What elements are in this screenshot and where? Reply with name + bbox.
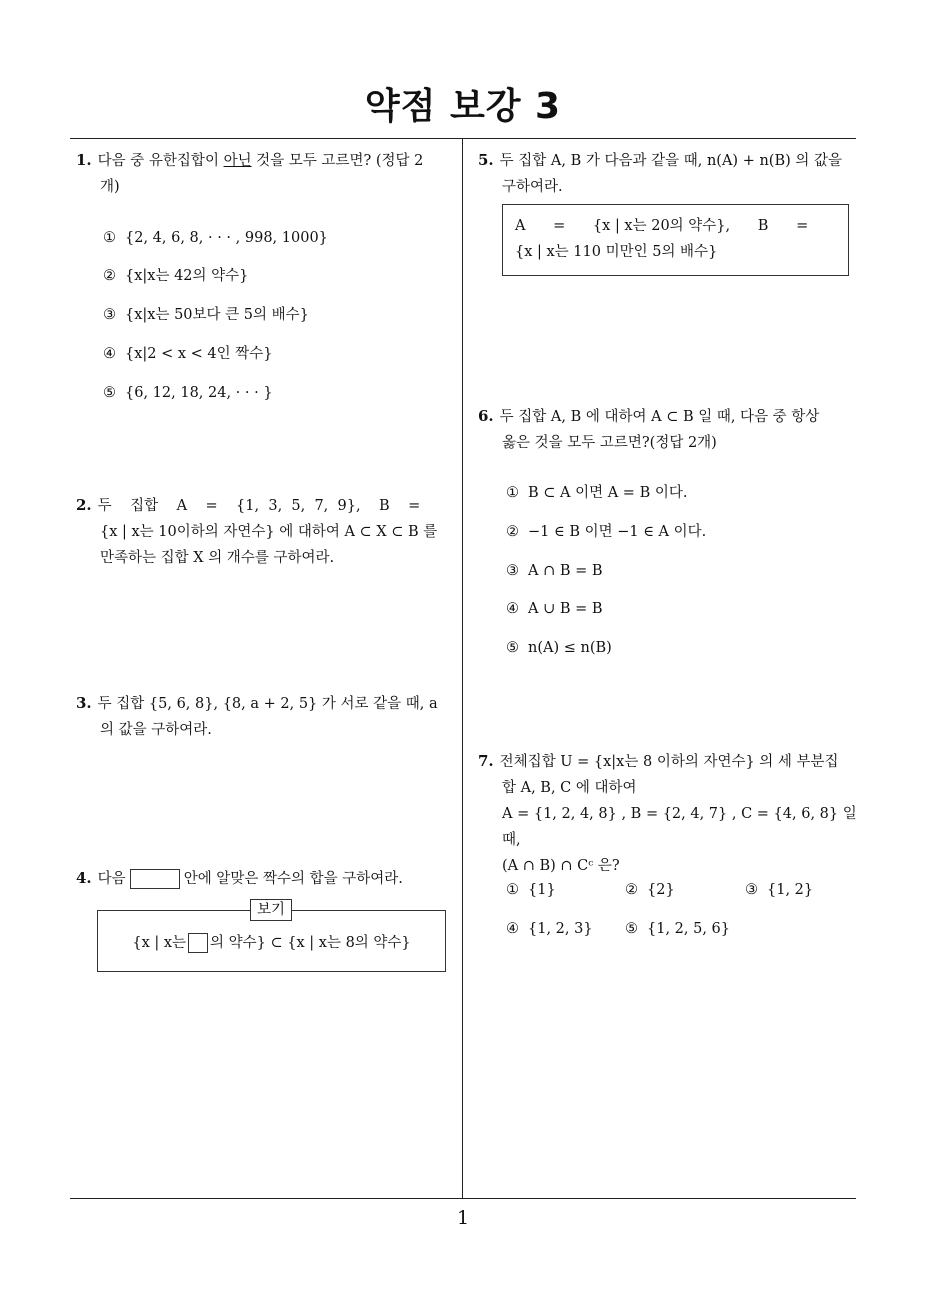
question-1-text-c: 개) (100, 179, 120, 195)
option-mark: ③ (506, 563, 519, 579)
bogi-box (97, 902, 446, 972)
option-mark: ⑤ (625, 921, 638, 937)
question-5-number: 5. (478, 151, 494, 169)
bogi-content (98, 931, 445, 955)
question-5-line-1: 두 집합 A, B 가 다음과 같을 때, n(A) + n(B) 의 값을 (499, 153, 842, 169)
question-1-text-b: 것을 모두 고르면? (정답 2 (251, 153, 424, 169)
option-text: B ⊂ A 이면 A = B 이다. (528, 485, 688, 501)
question-7-line-4: (A ∩ B) ∩ Cᶜ 은? (502, 858, 620, 874)
question-5 (478, 147, 860, 200)
option-text: {1, 2, 5, 6} (647, 921, 731, 937)
option-text: {2, 4, 6, 8, · · · , 998, 1000} (125, 230, 328, 246)
question-2-line-3: 만족하는 집합 X 의 개수를 구하여라. (100, 550, 335, 566)
question-4-text-b: 안에 알맞은 짝수의 합을 구하여라. (183, 871, 403, 887)
question-7 (478, 748, 860, 879)
question-4 (76, 865, 456, 892)
option-mark: ⑤ (506, 640, 519, 656)
bogi-text-b: 의 약수} ⊂ {x | x는 8의 약수} (210, 935, 411, 951)
option-text: −1 ∈ B 이면 −1 ∈ A 이다. (528, 524, 707, 540)
bogi-blank-box (188, 933, 208, 953)
option-mark: ① (506, 882, 519, 898)
question-6-line-2: 옳은 것을 모두 고르면?(정답 2개) (502, 435, 717, 451)
option-mark: ② (103, 268, 116, 284)
question-6-number: 6. (478, 407, 494, 425)
q6-option-4[interactable] (506, 599, 603, 619)
q7-option-4[interactable] (506, 919, 593, 939)
question-3 (76, 690, 456, 743)
question-4-text-a: 다음 (97, 871, 126, 887)
question-6-line-1: 두 집합 A, B 에 대하여 A ⊂ B 일 때, 다음 중 항상 (499, 409, 820, 425)
question-4-number: 4. (76, 869, 92, 887)
q7-option-3[interactable] (745, 880, 813, 900)
q7-option-5[interactable] (625, 919, 730, 939)
bogi-label: 보기 (250, 899, 292, 921)
question-7-line-3: A = {1, 2, 4, 8} , B = {2, 4, 7} , C = {4, 6, 8} 일 때, (502, 806, 857, 848)
q7-option-2[interactable] (625, 880, 675, 900)
option-text: {x|x는 42의 약수} (125, 268, 249, 284)
q7-option-1[interactable] (506, 880, 556, 900)
question-7-number: 7. (478, 752, 494, 770)
option-mark: ④ (506, 601, 519, 617)
q6-option-1[interactable] (506, 483, 687, 503)
question-6 (478, 403, 860, 456)
page-title: 약점 보강 3 (364, 86, 562, 127)
q1-option-4[interactable] (103, 344, 273, 364)
option-mark: ③ (103, 307, 116, 323)
q1-option-5[interactable] (103, 383, 273, 403)
bogi-text-a: {x | x는 (132, 935, 187, 951)
option-mark: ④ (103, 346, 116, 362)
option-text: {1, 2, 3} (528, 921, 593, 937)
q1-option-3[interactable] (103, 305, 309, 325)
option-mark: ⑤ (103, 385, 116, 401)
page-number: 1 (456, 1207, 470, 1229)
answer-blank-box (130, 869, 180, 889)
option-mark: ④ (506, 921, 519, 937)
question-3-line-2: 의 값을 구하여라. (100, 722, 212, 738)
set-box-line-1: A = {x | x는 20의 약수}, B = (515, 218, 809, 234)
option-mark: ① (506, 485, 519, 501)
question-2-line-1: 두 집합 A = {1, 3, 5, 7, 9}, B = (97, 498, 421, 514)
question-2-number: 2. (76, 496, 92, 514)
q6-option-3[interactable] (506, 561, 603, 581)
q1-option-2[interactable] (103, 266, 248, 286)
set-box-line-2: {x | x는 110 미만인 5의 배수} (515, 244, 718, 260)
top-rule (70, 138, 856, 139)
q6-option-2[interactable] (506, 522, 706, 542)
option-text: {1, 2} (767, 882, 814, 898)
option-text: {6, 12, 18, 24, · · · } (125, 385, 273, 401)
option-mark: ② (506, 524, 519, 540)
option-text: {x|2 < x < 4인 짝수} (125, 346, 273, 362)
option-text: {x|x는 50보다 큰 5의 배수} (125, 307, 309, 323)
question-2 (76, 492, 456, 571)
question-1 (76, 147, 456, 200)
question-1-number: 1. (76, 151, 92, 169)
option-text: A ∩ B = B (528, 563, 603, 579)
option-mark: ② (625, 882, 638, 898)
question-5-set-box (502, 204, 849, 276)
option-mark: ③ (745, 882, 758, 898)
option-text: {2} (647, 882, 675, 898)
question-1-underlined: 아닌 (223, 153, 252, 169)
question-2-line-2: {x | x는 10이하의 자연수} 에 대하여 A ⊂ X ⊂ B 를 (100, 524, 438, 540)
column-divider (462, 138, 463, 1199)
question-5-line-2: 구하여라. (502, 179, 563, 195)
q6-option-5[interactable] (506, 638, 612, 658)
option-text: {1} (528, 882, 556, 898)
question-7-line-1: 전체집합 U = {x|x는 8 이하의 자연수} 의 세 부분집 (499, 754, 839, 770)
question-7-line-2: 합 A, B, C 에 대하여 (502, 780, 637, 796)
option-text: n(A) ≤ n(B) (528, 640, 612, 656)
question-3-line-1: 두 집합 {5, 6, 8}, {8, a + 2, 5} 가 서로 같을 때, a (97, 696, 438, 712)
q1-option-1[interactable] (103, 228, 328, 248)
question-1-text-a: 다음 중 유한집합이 (97, 153, 224, 169)
option-mark: ① (103, 230, 116, 246)
question-3-number: 3. (76, 694, 92, 712)
bottom-rule (70, 1198, 856, 1199)
option-text: A ∪ B = B (528, 601, 603, 617)
